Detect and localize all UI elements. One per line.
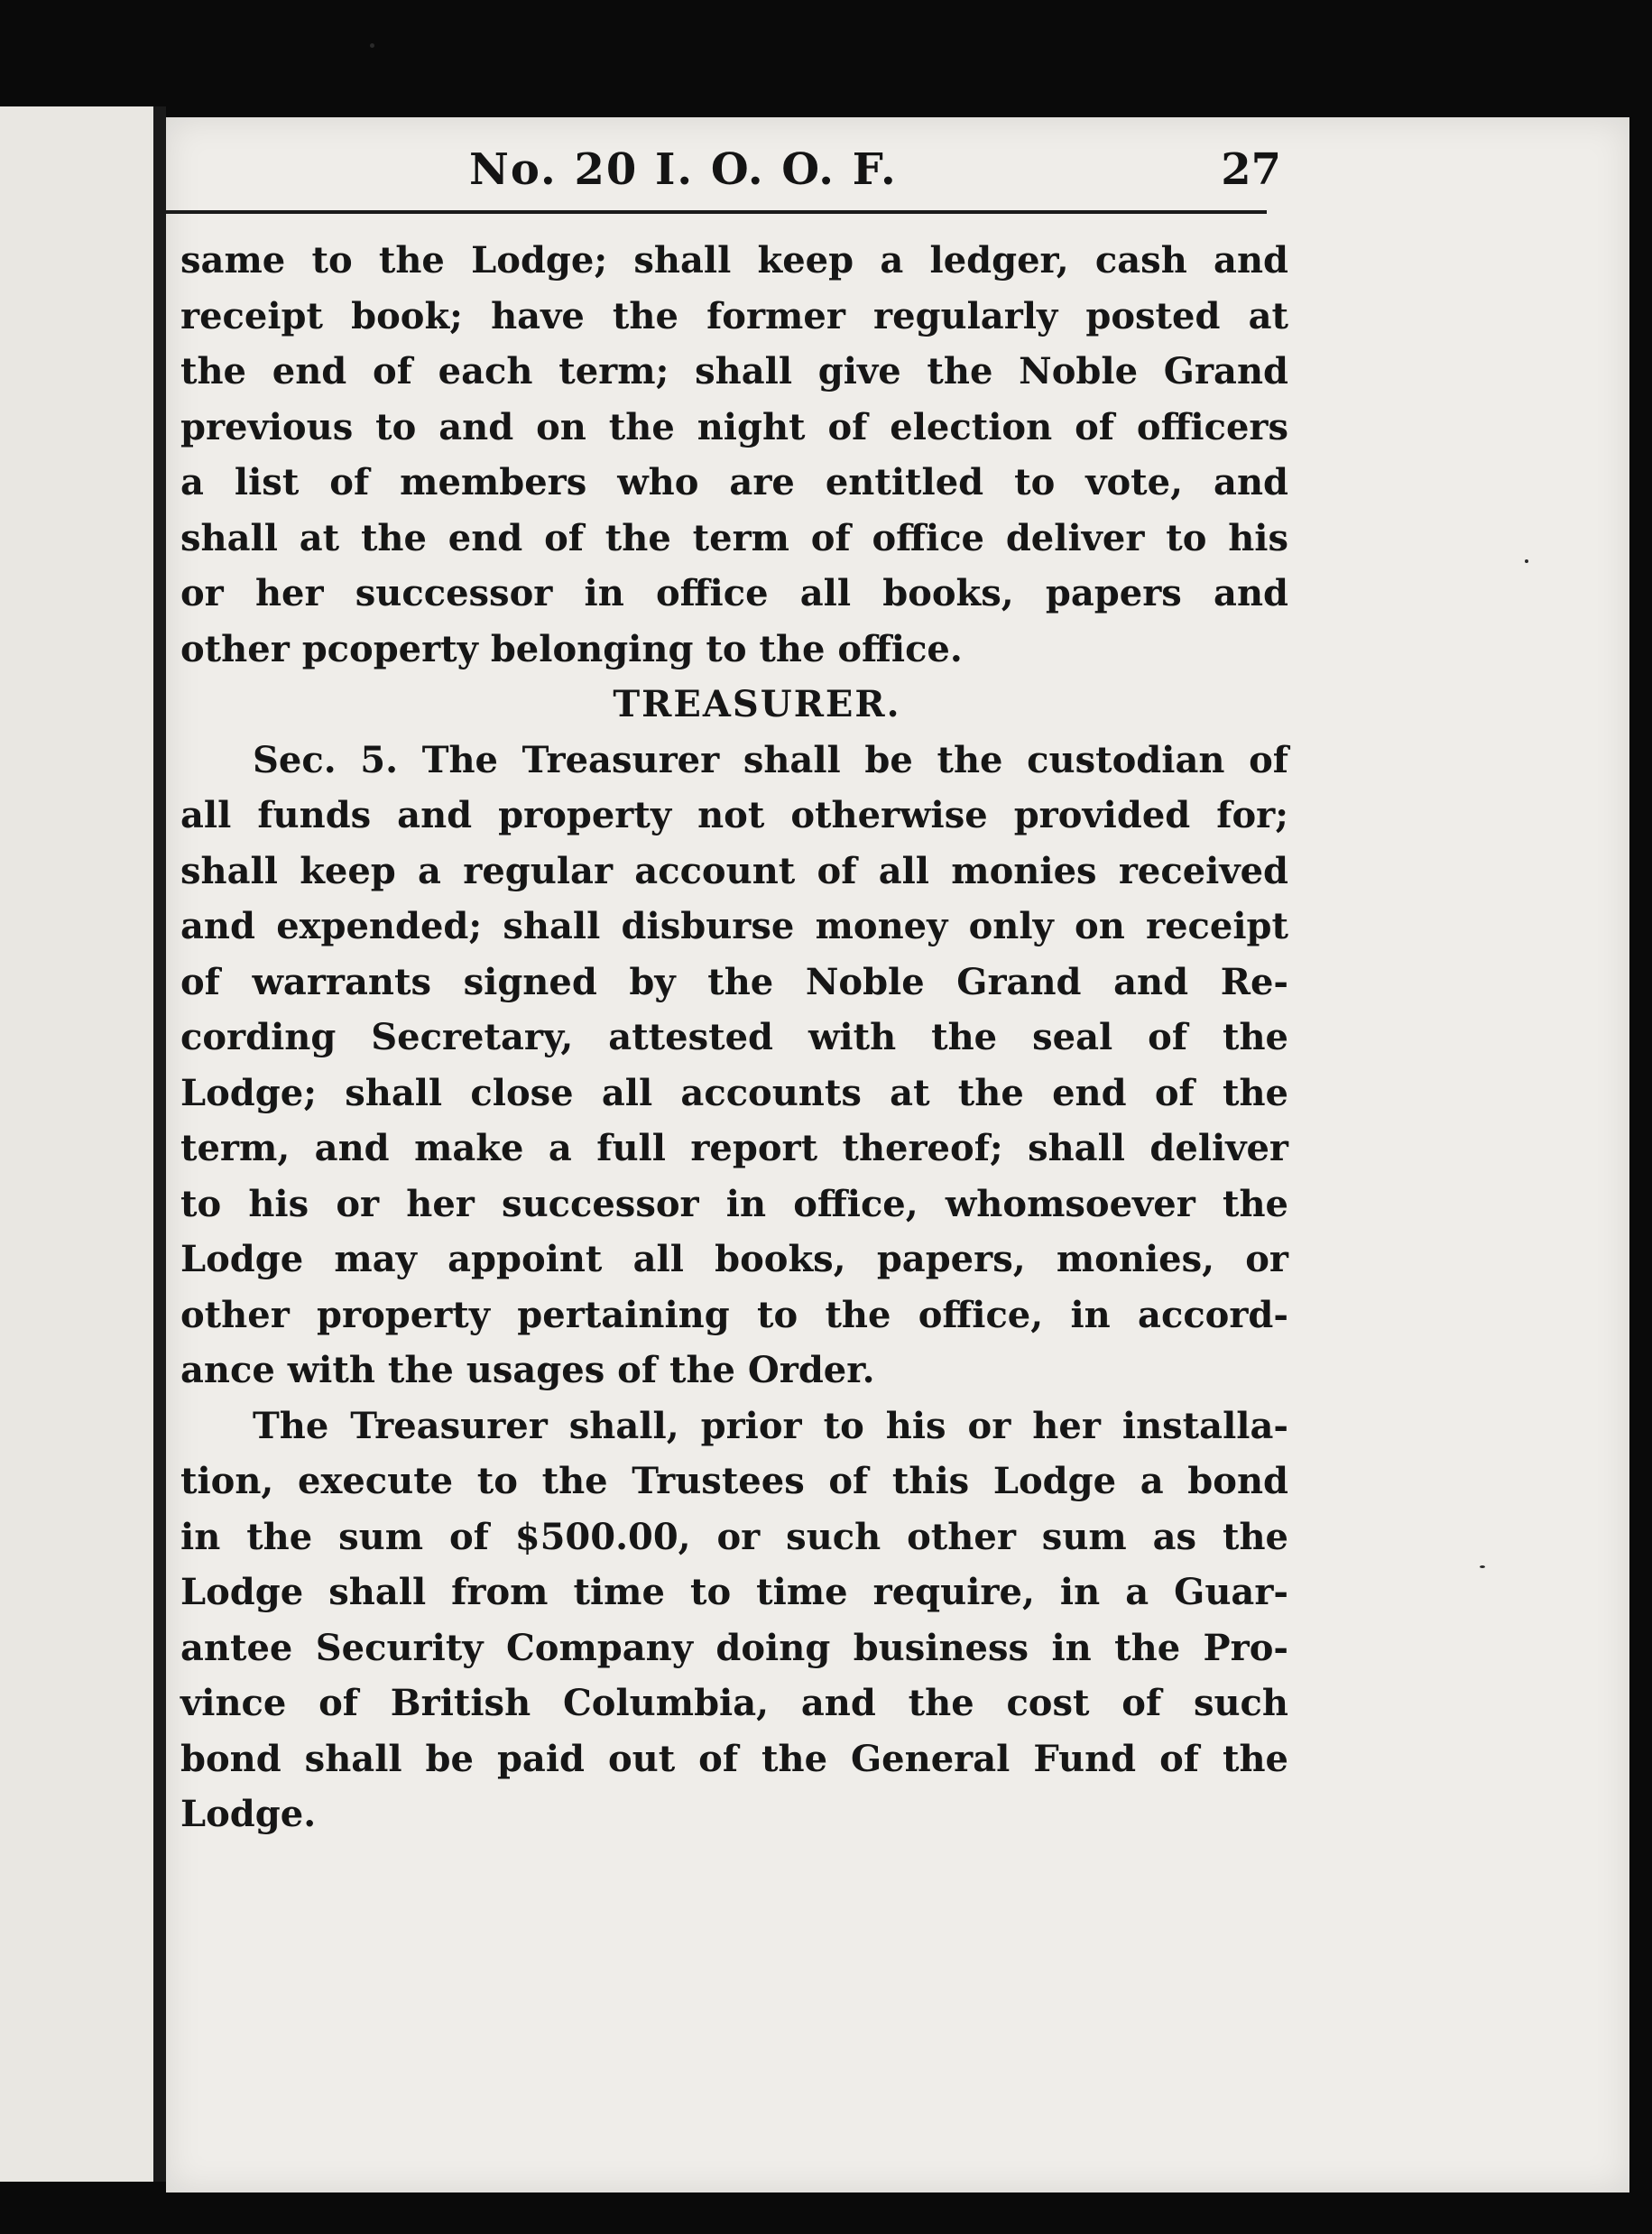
facing-page-edge xyxy=(0,106,153,2182)
page-gutter xyxy=(153,106,166,2182)
text-line: shall at the end of the term of office deliver to his xyxy=(180,516,1288,559)
text-line: of warrants signed by the Noble Grand and Re- xyxy=(180,960,1288,1003)
paragraph-treasurer-bond xyxy=(180,1399,1288,1842)
page-number: 27 xyxy=(1221,144,1281,195)
text-line: same to the Lodge; shall keep a ledger, cash and xyxy=(180,239,1288,282)
text-line: cording Secretary, attested with the seal of the xyxy=(180,1016,1288,1058)
text-line: receipt book; have the former regularly posted at xyxy=(180,294,1288,337)
paragraph-secretary-duties xyxy=(180,233,1288,677)
text-line: The Treasurer shall, prior to his or her installa- xyxy=(253,1404,1288,1447)
scan-speck xyxy=(1480,1565,1485,1568)
scan-speck xyxy=(370,43,374,48)
text-line: ance with the usages of the Order. xyxy=(180,1349,875,1391)
text-line: other property pertaining to the office, in accord- xyxy=(180,1293,1288,1336)
text-line: antee Security Company doing business in the Pro- xyxy=(180,1626,1288,1669)
scan-speck xyxy=(1525,559,1528,563)
section-heading: TREASURER. xyxy=(613,683,901,725)
text-line: tion, execute to the Trustees of this Lodge a bond xyxy=(180,1460,1288,1502)
paragraph-section-5 xyxy=(180,733,1288,1399)
text-line: to his or her successor in office, whomsoever the xyxy=(180,1182,1288,1225)
text-line: Lodge; shall close all accounts at the end of the xyxy=(180,1071,1288,1114)
text-line: Lodge shall from time to time require, in a Guar- xyxy=(180,1571,1288,1613)
text-line: in the sum of $500.00, or such other sum as the xyxy=(180,1515,1288,1558)
text-line: all funds and property not otherwise provided for; xyxy=(180,794,1288,836)
text-line: bond shall be paid out of the General Fund of the xyxy=(180,1737,1288,1780)
text-line: a list of members who are entitled to vote, and xyxy=(180,461,1288,503)
text-line: shall keep a regular account of all monies received xyxy=(180,849,1288,892)
text-line: term, and make a full report thereof; shall deliver xyxy=(180,1127,1288,1169)
text-line: other pcoperty belonging to the office. xyxy=(180,627,963,670)
text-line: Lodge may appoint all books, papers, monies, or xyxy=(180,1238,1288,1280)
text-line: vince of British Columbia, and the cost of such xyxy=(180,1682,1288,1724)
header-rule xyxy=(166,210,1267,214)
text-line: previous to and on the night of election of officers xyxy=(180,405,1288,448)
body-text xyxy=(180,233,1288,1842)
header-title: No. 20 I. O. O. F. xyxy=(469,144,898,195)
text-line: the end of each term; shall give the Noble Grand xyxy=(180,350,1288,392)
running-header xyxy=(171,144,1281,213)
text-line: Lodge. xyxy=(180,1793,317,1835)
text-line: or her successor in office all books, papers and xyxy=(180,572,1288,614)
text-line: Sec. 5. The Treasurer shall be the custodian of xyxy=(253,738,1288,781)
text-line: and expended; shall disburse money only on receipt xyxy=(180,905,1288,947)
